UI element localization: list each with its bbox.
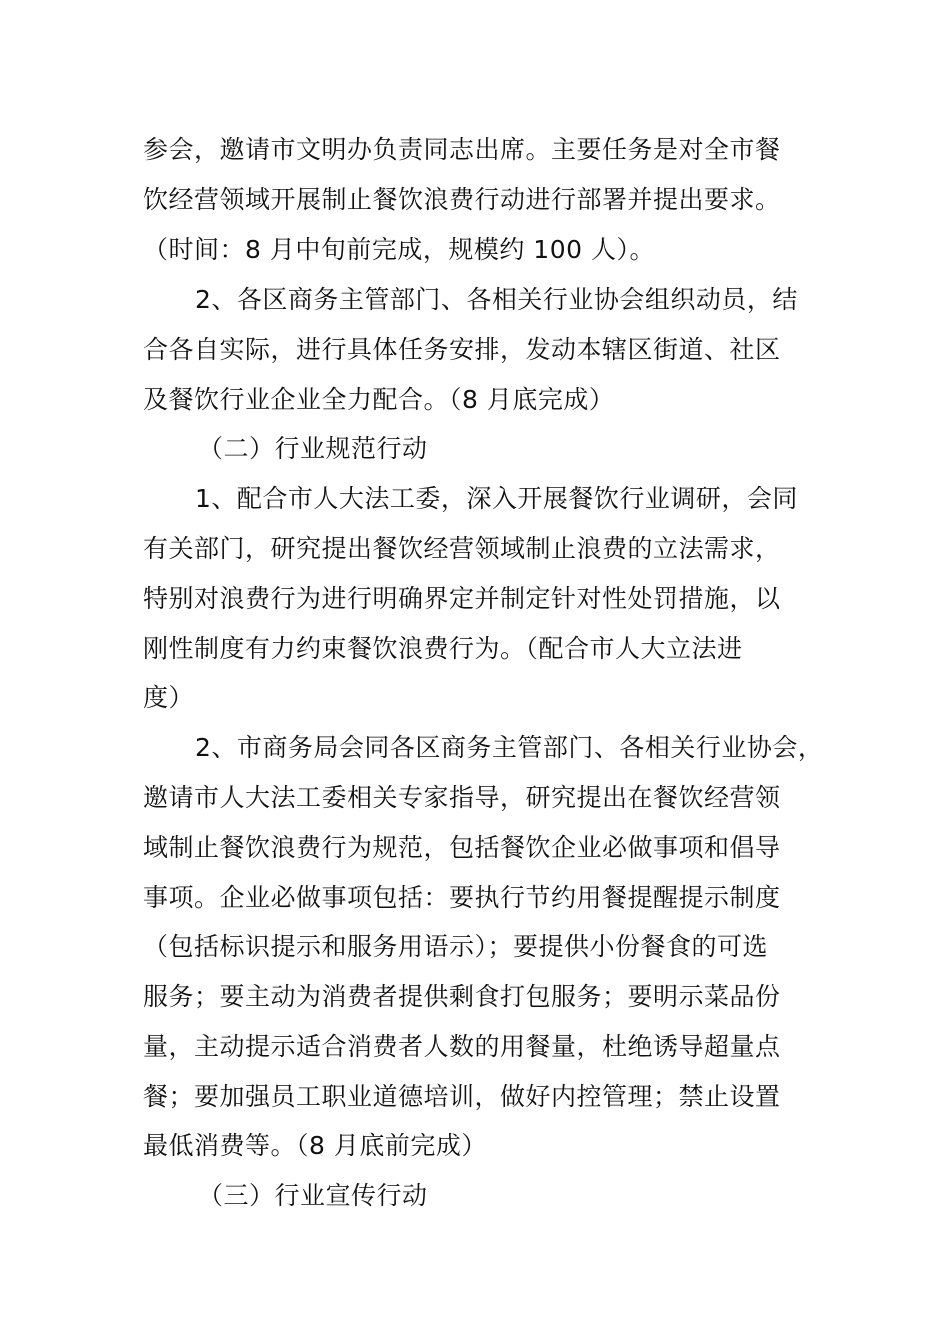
text-line: 邀请市人大法工委相关专家指导，研究提出在餐饮经营领 xyxy=(143,783,781,812)
section-heading: （三）行业宣传行动 xyxy=(198,1181,428,1210)
text-line: （时间：8 月中旬前完成，规模约 100 人）。 xyxy=(143,235,655,264)
text-line: 参会，邀请市文明办负责同志出席。主要任务是对全市餐 xyxy=(143,135,781,164)
text-line: 事项。企业必做事项包括：要执行节约用餐提醒提示制度 xyxy=(143,883,781,912)
text-line: 特别对浪费行为进行明确界定并制定针对性处罚措施，以 xyxy=(143,584,781,613)
text-line: 1、配合市人大法工委，深入开展餐饮行业调研，会同 xyxy=(195,484,798,513)
text-line: 2、市商务局会同各区商务主管部门、各相关行业协会， xyxy=(195,733,824,762)
text-line: 及餐饮行业企业全力配合。（8 月底完成） xyxy=(143,385,615,414)
text-line: 度） xyxy=(143,683,195,712)
text-line: 餐；要加强员工职业道德培训，做好内控管理；禁止设置 xyxy=(143,1082,781,1111)
section-heading: （二）行业规范行动 xyxy=(198,434,428,463)
text-line: 合各自实际，进行具体任务安排，发动本辖区街道、社区 xyxy=(143,335,781,364)
text-line: 服务；要主动为消费者提供剩食打包服务；要明示菜品份 xyxy=(143,982,781,1011)
text-line: 域制止餐饮浪费行为规范，包括餐饮企业必做事项和倡导 xyxy=(143,833,781,862)
text-line: （包括标识提示和服务用语示）；要提供小份餐食的可选 xyxy=(143,932,769,961)
text-line: 最低消费等。（8 月底前完成） xyxy=(143,1131,487,1160)
text-line: 量，主动提示适合消费者人数的用餐量，杜绝诱导超量点 xyxy=(143,1032,781,1061)
text-line: 有关部门，研究提出餐饮经营领域制止浪费的立法需求， xyxy=(143,534,781,563)
text-line: 2、各区商务主管部门、各相关行业协会组织动员，结 xyxy=(195,285,798,314)
text-line: 饮经营领域开展制止餐饮浪费行动进行部署并提出要求。 xyxy=(143,185,781,214)
text-line: 刚性制度有力约束餐饮浪费行为。（配合市人大立法进 xyxy=(143,634,743,663)
